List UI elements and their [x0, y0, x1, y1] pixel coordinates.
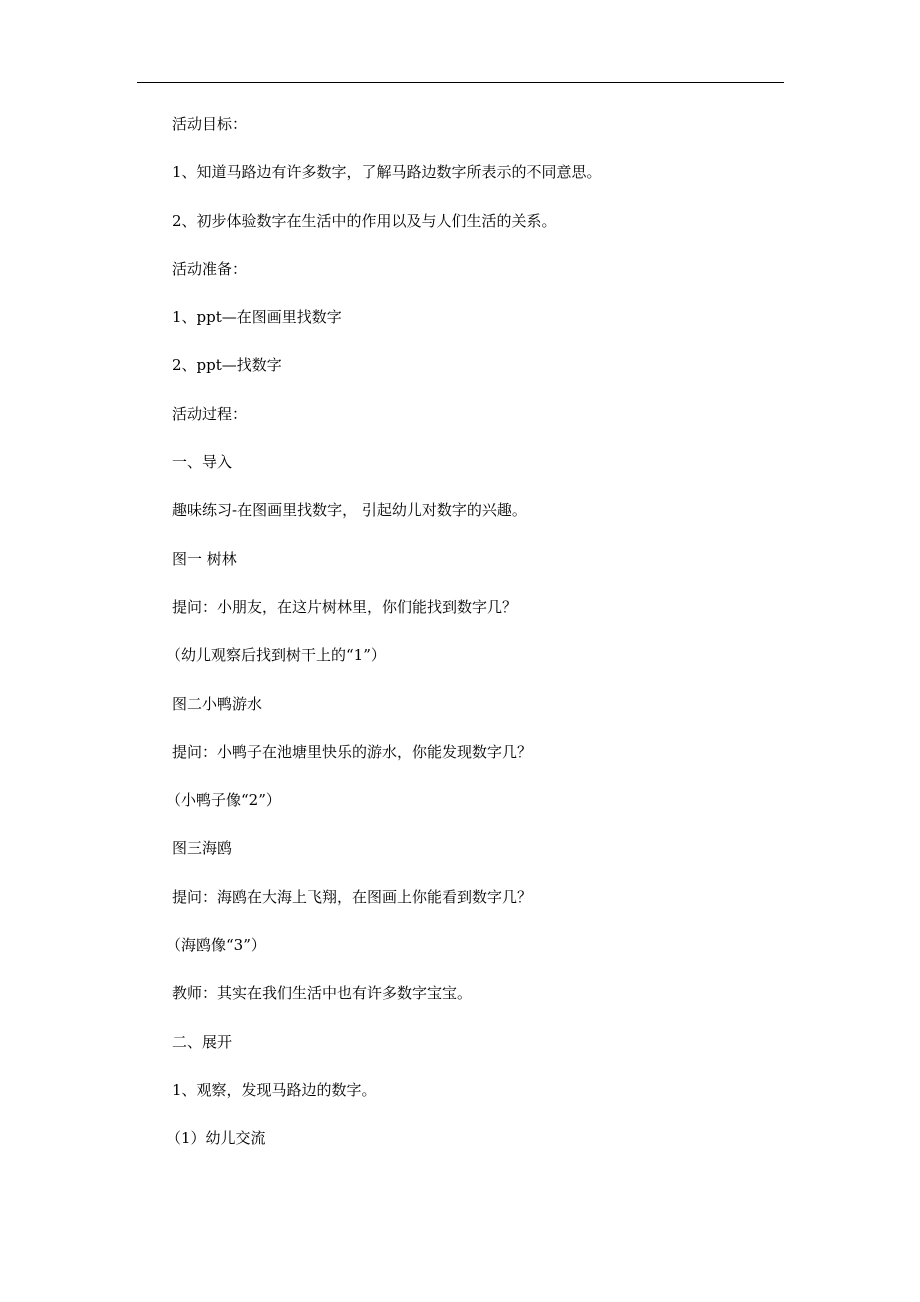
- preparation-item-2: 2、ppt—找数字: [172, 356, 282, 375]
- picture-label-2: 图二小鸭游水: [172, 694, 263, 713]
- answer-note: （海鸥像“3”）: [166, 936, 266, 955]
- question-line: 提问：小朋友，在这片树林里，你们能找到数字几？: [172, 597, 518, 616]
- develop-item-1: 1、观察，发现马路边的数字。: [172, 1080, 377, 1099]
- section-heading-goals: 活动目标：: [172, 115, 248, 133]
- goal-item-2: 2、初步体验数字在生活中的作用以及与人们生活的关系。: [172, 211, 557, 230]
- picture-label-1: 图一 树林: [172, 549, 237, 568]
- answer-note: （小鸭子像“2”）: [166, 791, 281, 810]
- paragraph-line: 趣味练习-在图画里找数字， 引起幼儿对数字的兴趣。: [172, 501, 527, 520]
- process-step-intro: 一、导入: [172, 453, 233, 472]
- header-rule: [137, 82, 784, 83]
- goal-item-1: 1、知道马路边有许多数字，了解马路边数字所表示的不同意思。: [172, 163, 602, 182]
- question-line: 提问：海鸥在大海上飞翔，在图画上你能看到数字几？: [172, 887, 533, 906]
- develop-subitem-1: （1）幼儿交流: [166, 1129, 266, 1148]
- document-body: [166, 110, 772, 1173]
- preparation-item-1: 1、ppt—在图画里找数字: [172, 308, 342, 327]
- question-line: 提问：小鸭子在池塘里快乐的游水，你能发现数字几？: [172, 742, 533, 761]
- picture-label-3: 图三海鸥: [172, 839, 233, 858]
- answer-note: （幼儿观察后找到树干上的“1”）: [166, 646, 386, 665]
- section-heading-preparation: 活动准备：: [172, 259, 248, 278]
- section-heading-process: 活动过程：: [172, 404, 248, 423]
- teacher-line: 教师：其实在我们生活中也有许多数字宝宝。: [172, 984, 473, 1003]
- process-step-develop: 二、展开: [172, 1032, 233, 1051]
